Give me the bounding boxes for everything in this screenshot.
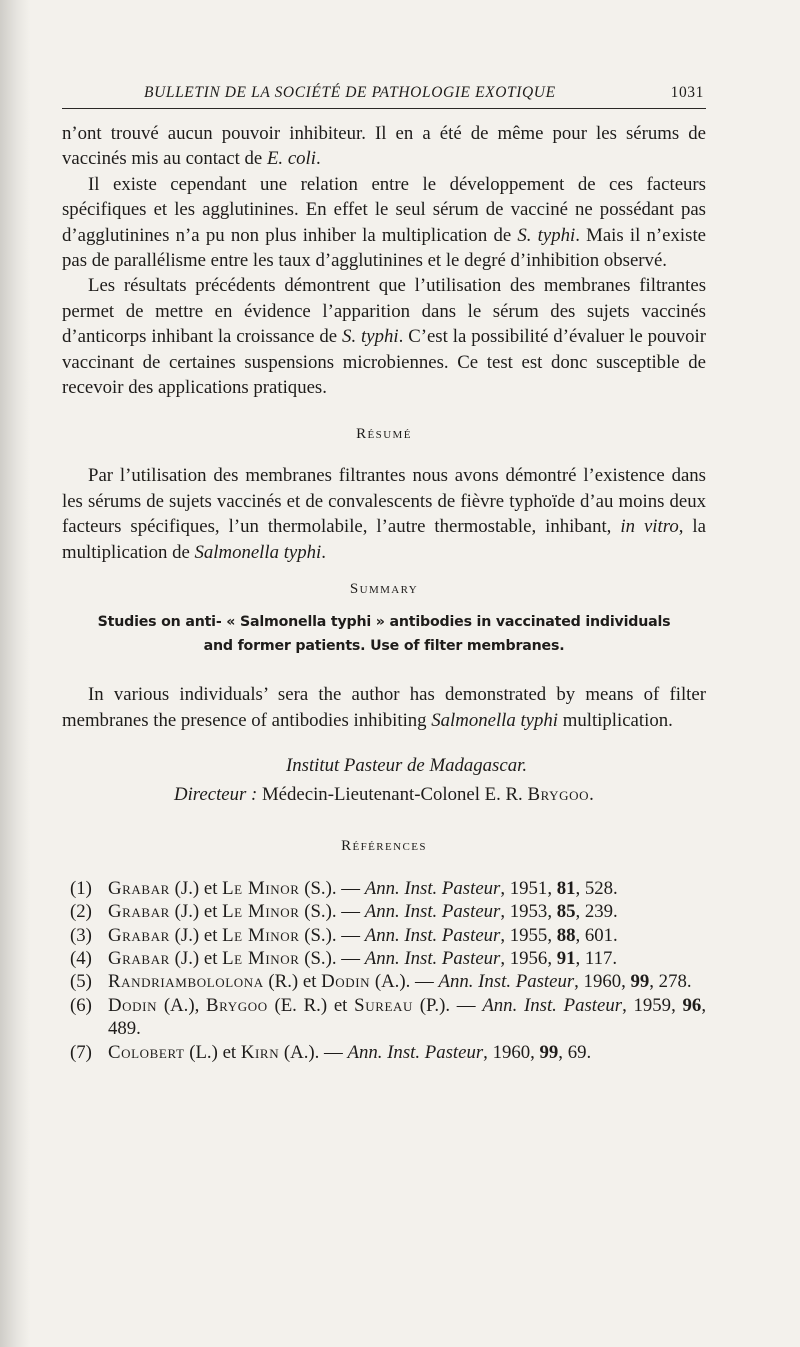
author-name: Dodin (321, 971, 371, 993)
volume-number: 88 (556, 924, 576, 946)
italic-text: Ann. Inst. Pasteur (364, 901, 501, 923)
author-name: Brygoo (206, 994, 268, 1016)
author-name: Grabar (108, 901, 170, 923)
author-name: Sureau (354, 994, 413, 1016)
italic-text: Ann. Inst. Pasteur (438, 971, 575, 993)
author-name: Le Minor (222, 947, 300, 969)
text-run: , 1951, (500, 877, 557, 899)
author-name: Grabar (108, 947, 170, 969)
reference-number: (4) (70, 947, 92, 969)
volume-number: 81 (556, 877, 576, 899)
italic-text: in vitro (620, 516, 679, 538)
text-run: (P.). — (413, 994, 483, 1016)
author-name: Le Minor (222, 877, 300, 899)
paragraph-2 (62, 172, 706, 274)
text-run: , 1953, (500, 901, 557, 923)
director-end: . (589, 784, 594, 806)
italic-text: E. coli (266, 148, 316, 170)
summary-text (62, 682, 706, 733)
text-run: , 117. (575, 947, 618, 969)
text-run: , 1960, (483, 1041, 540, 1063)
summary-title (62, 610, 706, 658)
text-run: , 528. (575, 877, 618, 899)
italic-text: Ann. Inst. Pasteur (364, 947, 501, 969)
italic-text: S. typhi (517, 224, 576, 246)
text-run: multiplication. (558, 709, 673, 731)
institute-line: Institut Pasteur de Madagascar. (286, 754, 528, 776)
paragraph-1 (62, 121, 706, 172)
reference-item (62, 970, 706, 993)
italic-text: Ann. Inst. Pasteur (364, 924, 501, 946)
text-run: (J.) et (169, 901, 223, 923)
director-surname: Brygoo (527, 784, 590, 806)
text-run: (A.). — (370, 971, 439, 993)
author-name: Grabar (108, 877, 170, 899)
text-run: Il existe cependant une relation entre le développement de ces facteurs spécifiques et les agglutinines. En effet le seul sérum de vacciné ne possédant pas d’agglutinines n’a pu non plus inhiber la multiplication de (62, 173, 706, 246)
text-run: (J.) et (169, 877, 223, 899)
summary-title-line-1: Studies on anti- « Salmonella typhi » antibodies in vaccinated individuals (97, 614, 671, 631)
reference-item (62, 877, 706, 900)
text-run: (A.). — (279, 1041, 348, 1063)
italic-text: Ann. Inst. Pasteur (364, 877, 501, 899)
page-number: 1031 (670, 84, 704, 101)
reference-number: (1) (70, 877, 92, 899)
summary-heading: Summary (349, 581, 419, 598)
reference-list (62, 877, 706, 1064)
text-run: , 69. (558, 1041, 592, 1063)
reference-number: (6) (70, 994, 92, 1016)
text-run: (S.). — (299, 947, 365, 969)
text-run: . C’est la possibilité d’évaluer le pouvoir vaccinant de certaines suspensions microbiennes. Ce test est donc susceptible de recevoir des applications pratiques. (62, 326, 706, 399)
text-run: , 1956, (500, 947, 557, 969)
italic-text: Salmonella typhi (431, 709, 559, 731)
resume-text (62, 463, 706, 565)
text-run: (J.) et (169, 924, 223, 946)
paragraph-3 (62, 273, 706, 400)
volume-number: 96 (682, 994, 702, 1016)
text-run: (S.). — (299, 877, 365, 899)
reference-item (62, 994, 706, 1041)
volume-number: 99 (630, 971, 650, 993)
text-run: (E. R.) et (267, 994, 355, 1016)
reference-number: (7) (70, 1041, 92, 1063)
author-name: Colobert (108, 1041, 185, 1063)
text-run: , 1955, (500, 924, 557, 946)
reference-number: (2) (70, 901, 92, 923)
text-run: (S.). — (299, 901, 365, 923)
text-run: . (321, 541, 326, 563)
references-heading: Références (341, 837, 427, 854)
running-head (62, 80, 706, 108)
text-run: (L.) et (184, 1041, 241, 1063)
author-name: Randriambololona (108, 971, 264, 993)
text-run: , 1959, (622, 994, 683, 1016)
reference-item (62, 900, 706, 923)
author-name: Le Minor (222, 901, 300, 923)
text-run: , 1960, (574, 971, 631, 993)
resume-heading: Résumé (356, 426, 412, 443)
reference-item (62, 924, 706, 947)
director-name: Médecin-Lieutenant-Colonel E. R. (261, 784, 528, 806)
page-gutter-shadow (0, 0, 30, 1347)
header-rule (62, 108, 706, 109)
reference-number: (5) (70, 971, 92, 993)
text-run: , 278. (649, 971, 692, 993)
text-run: (S.). — (299, 924, 365, 946)
reference-number: (3) (70, 924, 92, 946)
italic-text: S. typhi (342, 326, 399, 348)
text-run: (A.), (157, 994, 207, 1016)
volume-number: 99 (539, 1041, 559, 1063)
text-run: Les résultats précédents démontrent que l’utilisation des membranes filtrantes permet de mettre en évidence l’apparition dans le sérum des sujets vaccinés d’anticorps inhibant la croissance de (62, 275, 706, 348)
text-run: Par l’utilisation des membranes filtrantes nous avons démontré l’existence dans les sérums de sujets vaccinés et de convalescents de fièvre typhoïde d’au moins deux facteurs spécifiques, l’un thermolabile, l’autre thermostable, inhibant, (62, 465, 706, 538)
text-run: , 601. (575, 924, 618, 946)
italic-text: Salmonella typhi (194, 541, 322, 563)
reference-item (62, 947, 706, 970)
text-run: , 489. (108, 994, 707, 1040)
text-run: , la multiplication de (62, 516, 706, 563)
volume-number: 85 (556, 901, 576, 923)
italic-text: Ann. Inst. Pasteur (347, 1041, 484, 1063)
journal-title: BULLETIN DE LA SOCIÉTÉ DE PATHOLOGIE EXOTIQUE (144, 84, 556, 101)
text-run: . Mais il n’existe pas de parallélisme entre les taux d’agglutinines et le degré d’inhibition observé. (62, 224, 706, 272)
volume-number: 91 (556, 947, 576, 969)
author-name: Kirn (240, 1041, 280, 1063)
summary-title-line-2: and former patients. Use of filter membranes. (203, 638, 565, 655)
reference-item (62, 1041, 706, 1064)
text-run: n’ont trouvé aucun pouvoir inhibiteur. Il en a été de même pour les sérums de vaccinés mis au contact de (62, 123, 706, 170)
author-name: Grabar (108, 924, 170, 946)
journal-page (62, 80, 706, 1064)
text-run: (R.) et (263, 971, 322, 993)
italic-text: Ann. Inst. Pasteur (482, 994, 623, 1016)
text-run: (J.) et (169, 947, 223, 969)
author-name: Dodin (108, 994, 158, 1016)
author-name: Le Minor (222, 924, 300, 946)
text-run: , 239. (575, 901, 618, 923)
director-line (174, 782, 706, 807)
text-run: . (315, 148, 321, 170)
director-label: Directeur : (174, 784, 258, 806)
text-run: In various individuals’ sera the author has demonstrated by means of filter membranes the presence of antibodies inhibiting (62, 684, 706, 731)
